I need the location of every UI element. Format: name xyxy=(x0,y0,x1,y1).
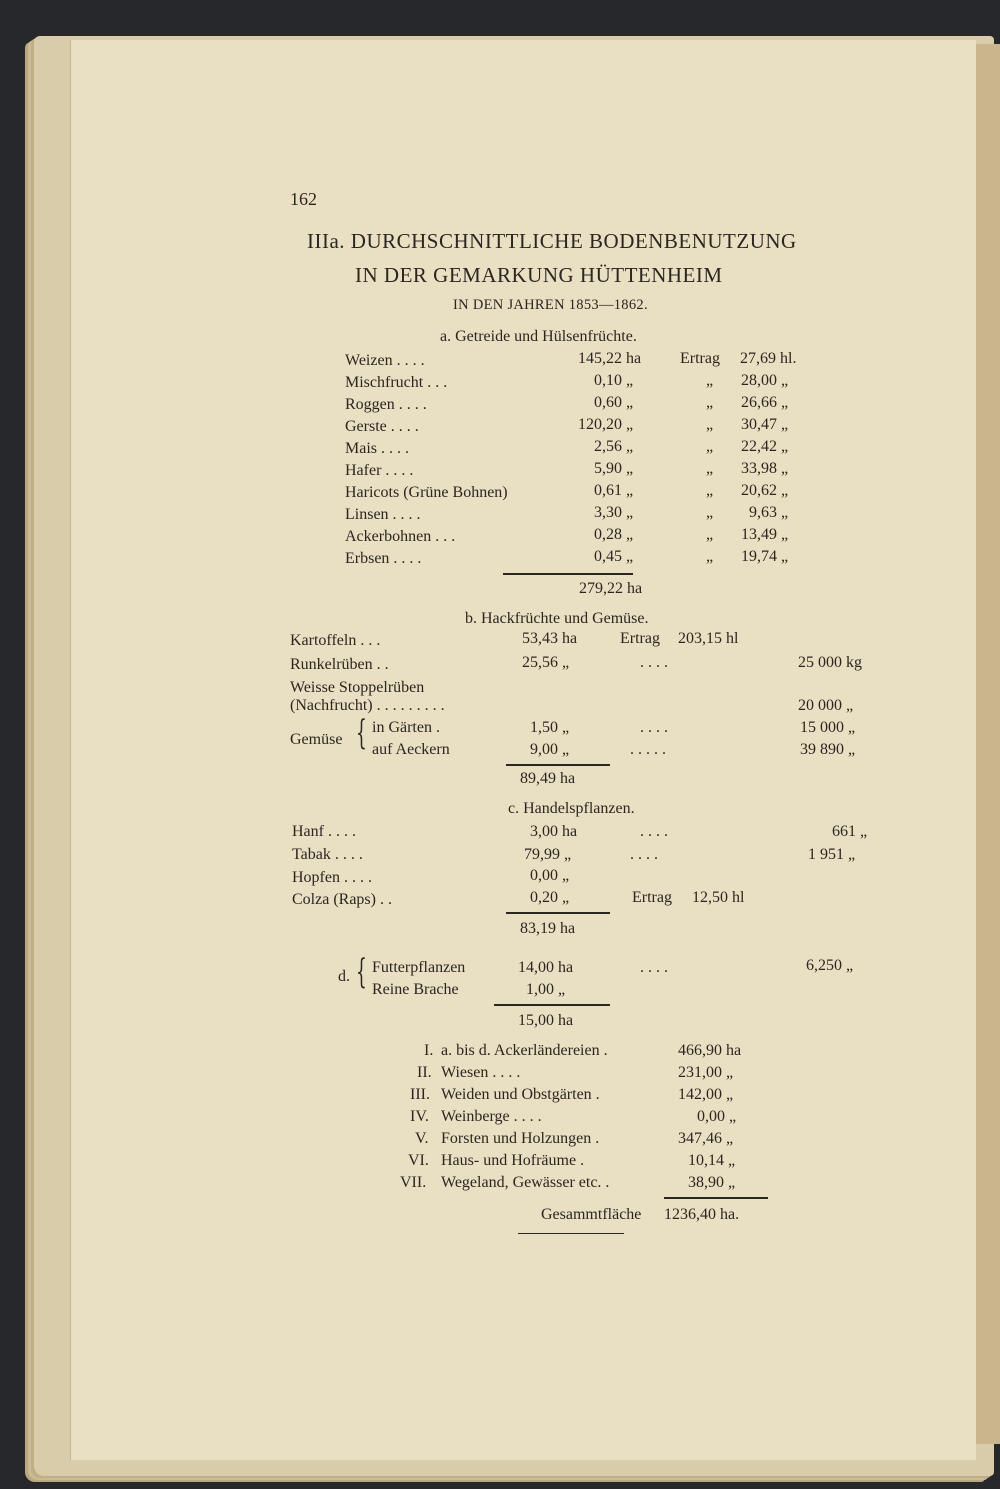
area-value: 1,00 „ xyxy=(526,981,566,998)
yield-label: „ xyxy=(706,526,714,543)
yield-value: 19,74 „ xyxy=(741,548,789,565)
crop-name: Linsen . . . . xyxy=(345,506,421,523)
yield-label: „ xyxy=(706,416,714,433)
section-b-total: 89,49 ha xyxy=(520,770,576,787)
left-brace: { xyxy=(356,713,367,753)
area-value: 0,10 „ xyxy=(594,372,634,389)
area-value: 0,45 „ xyxy=(594,548,634,565)
leader-dots: . . . . xyxy=(630,846,658,863)
grand-total-value: 1236,40 ha. xyxy=(664,1206,740,1223)
summary-label: Wegeland, Gewässer etc. . xyxy=(441,1174,610,1191)
area-value: 5,90 „ xyxy=(594,460,634,477)
yield-value: 6,250 „ xyxy=(806,957,854,974)
yield-value: 203,15 hl xyxy=(678,630,739,647)
area-value: 120,20 „ xyxy=(578,416,634,433)
yield-value: 20 000 „ xyxy=(798,697,854,714)
yield-value: 9,63 „ xyxy=(749,504,789,521)
section-c-total: 83,19 ha xyxy=(520,920,576,937)
roman-numeral: IV. xyxy=(410,1108,429,1125)
yield-value: 13,49 „ xyxy=(741,526,789,543)
area-value: 0,61 „ xyxy=(594,482,634,499)
section-d-total: 15,00 ha xyxy=(518,1012,574,1029)
summary-value: 466,90 ha xyxy=(678,1042,742,1059)
summary-value: 10,14 „ xyxy=(688,1152,736,1169)
yield-label: „ xyxy=(706,460,714,477)
yield-label: Ertrag xyxy=(632,889,672,906)
crop-name: Reine Brache xyxy=(372,981,459,998)
yield-value: 27,69 hl. xyxy=(740,350,797,367)
yield-value: 20,62 „ xyxy=(741,482,789,499)
title-line-3: IN DEN JAHREN 1853—1862. xyxy=(453,297,648,313)
facing-page-edge xyxy=(975,44,1000,1444)
crop-name: Gerste . . . . xyxy=(345,418,419,435)
page-number: 162 xyxy=(290,189,317,209)
yield-label: Ertrag xyxy=(620,630,660,647)
crop-name: Colza (Raps) . . xyxy=(292,891,392,908)
summary-label: Forsten und Holzungen . xyxy=(441,1130,600,1147)
closing-rule xyxy=(518,1233,624,1234)
yield-value: 39 890 „ xyxy=(800,741,856,758)
area-value: 0,20 „ xyxy=(530,889,570,906)
summary-value: 142,00 „ xyxy=(678,1086,734,1103)
crop-name-line-1: Weisse Stoppelrüben xyxy=(290,679,425,696)
roman-numeral: V. xyxy=(415,1130,429,1147)
section-b-heading: b. Hackfrüchte und Gemüse. xyxy=(465,610,649,627)
crop-name: Kartoffeln . . . xyxy=(290,632,381,649)
roman-numeral: VII. xyxy=(400,1174,427,1191)
crop-name: Runkelrüben . . xyxy=(290,656,389,673)
area-value: 145,22 ha xyxy=(578,350,642,367)
crop-name: Hopfen . . . . xyxy=(292,869,372,886)
leader-dots: . . . . xyxy=(640,959,668,976)
summary-label: a. bis d. Ackerländereien . xyxy=(441,1042,608,1059)
crop-name: auf Aeckern xyxy=(372,741,450,758)
yield-label: „ xyxy=(706,394,714,411)
area-value: 0,60 „ xyxy=(594,394,634,411)
leader-dots: . . . . xyxy=(640,719,668,736)
yield-value: 26,66 „ xyxy=(741,394,789,411)
crop-name: Haricots (Grüne Bohnen) xyxy=(345,484,508,501)
sum-rule xyxy=(494,1004,610,1006)
left-brace: { xyxy=(356,952,367,992)
leader-dots: . . . . xyxy=(640,654,668,671)
section-c-heading: c. Handelspflanzen. xyxy=(508,800,635,817)
crop-name-line-2: (Nachfrucht) . . . . . . . . . xyxy=(290,697,445,714)
yield-value: 661 „ xyxy=(832,823,868,840)
leader-dots: . . . . xyxy=(640,823,668,840)
yield-value: 25 000 kg xyxy=(798,654,862,671)
area-value: 1,50 „ xyxy=(530,719,570,736)
area-value: 3,00 ha xyxy=(530,823,578,840)
roman-numeral: II. xyxy=(417,1064,432,1081)
crop-name: Hanf . . . . xyxy=(292,823,356,840)
summary-label: Wiesen . . . . xyxy=(441,1064,521,1081)
yield-value: 1 951 „ xyxy=(808,846,856,863)
yield-label: Ertrag xyxy=(680,350,720,367)
area-value: 2,56 „ xyxy=(594,438,634,455)
yield-label: „ xyxy=(706,504,714,521)
leader-dots: . . . . . xyxy=(630,741,666,758)
yield-label: „ xyxy=(706,438,714,455)
summary-value: 347,46 „ xyxy=(678,1130,734,1147)
section-a-heading: a. Getreide und Hülsenfrüchte. xyxy=(440,328,637,345)
title-line-2: IN DER GEMARKUNG HÜTTENHEIM xyxy=(355,263,723,287)
area-value: 14,00 ha xyxy=(518,959,574,976)
summary-value: 0,00 „ xyxy=(697,1108,737,1125)
area-value: 0,00 „ xyxy=(530,867,570,884)
summary-label: Weinberge . . . . xyxy=(441,1108,542,1125)
roman-numeral: III. xyxy=(410,1086,430,1103)
crop-name: Ackerbohnen . . . xyxy=(345,528,456,545)
yield-value: 28,00 „ xyxy=(741,372,789,389)
sum-rule xyxy=(503,573,633,575)
sum-rule xyxy=(506,912,610,914)
area-value: 53,43 ha xyxy=(522,630,578,647)
crop-name: in Gärten . xyxy=(372,719,440,736)
section-a-total: 279,22 ha xyxy=(579,580,643,597)
crop-name: Erbsen . . . . xyxy=(345,550,422,567)
summary-label: Weiden und Obstgärten . xyxy=(441,1086,600,1103)
yield-label: „ xyxy=(706,482,714,499)
area-value: 79,99 „ xyxy=(524,846,572,863)
yield-value: 33,98 „ xyxy=(741,460,789,477)
sum-rule xyxy=(664,1197,768,1199)
summary-value: 231,00 „ xyxy=(678,1064,734,1081)
yield-value: 22,42 „ xyxy=(741,438,789,455)
crop-name: Mais . . . . xyxy=(345,440,409,457)
area-value: 0,28 „ xyxy=(594,526,634,543)
crop-name: Roggen . . . . xyxy=(345,396,427,413)
roman-numeral: VI. xyxy=(408,1152,429,1169)
crop-name: Tabak . . . . xyxy=(292,846,363,863)
sum-rule xyxy=(506,764,610,766)
yield-value: 12,50 hl xyxy=(692,889,745,906)
area-value: 9,00 „ xyxy=(530,741,570,758)
roman-numeral: I. xyxy=(424,1042,434,1059)
section-d-letter: d. xyxy=(338,968,350,985)
yield-label: „ xyxy=(706,548,714,565)
crop-name: Hafer . . . . xyxy=(345,462,414,479)
summary-label: Haus- und Hofräume . xyxy=(441,1152,585,1169)
crop-name: Futterpflanzen xyxy=(372,959,466,976)
area-value: 3,30 „ xyxy=(594,504,634,521)
crop-name: Mischfrucht . . . xyxy=(345,374,448,391)
grand-total-label: Gesammtfläche xyxy=(541,1206,642,1223)
yield-value: 30,47 „ xyxy=(741,416,789,433)
crop-name: Weizen . . . . xyxy=(345,352,425,369)
yield-label: „ xyxy=(706,372,714,389)
yield-value: 15 000 „ xyxy=(800,719,856,736)
title-line-1: IIIa. DURCHSCHNITTLICHE BODENBENUTZUNG xyxy=(307,229,797,253)
area-value: 25,56 „ xyxy=(522,654,570,671)
gemuese-label: Gemüse xyxy=(290,731,343,748)
summary-value: 38,90 „ xyxy=(688,1174,736,1191)
